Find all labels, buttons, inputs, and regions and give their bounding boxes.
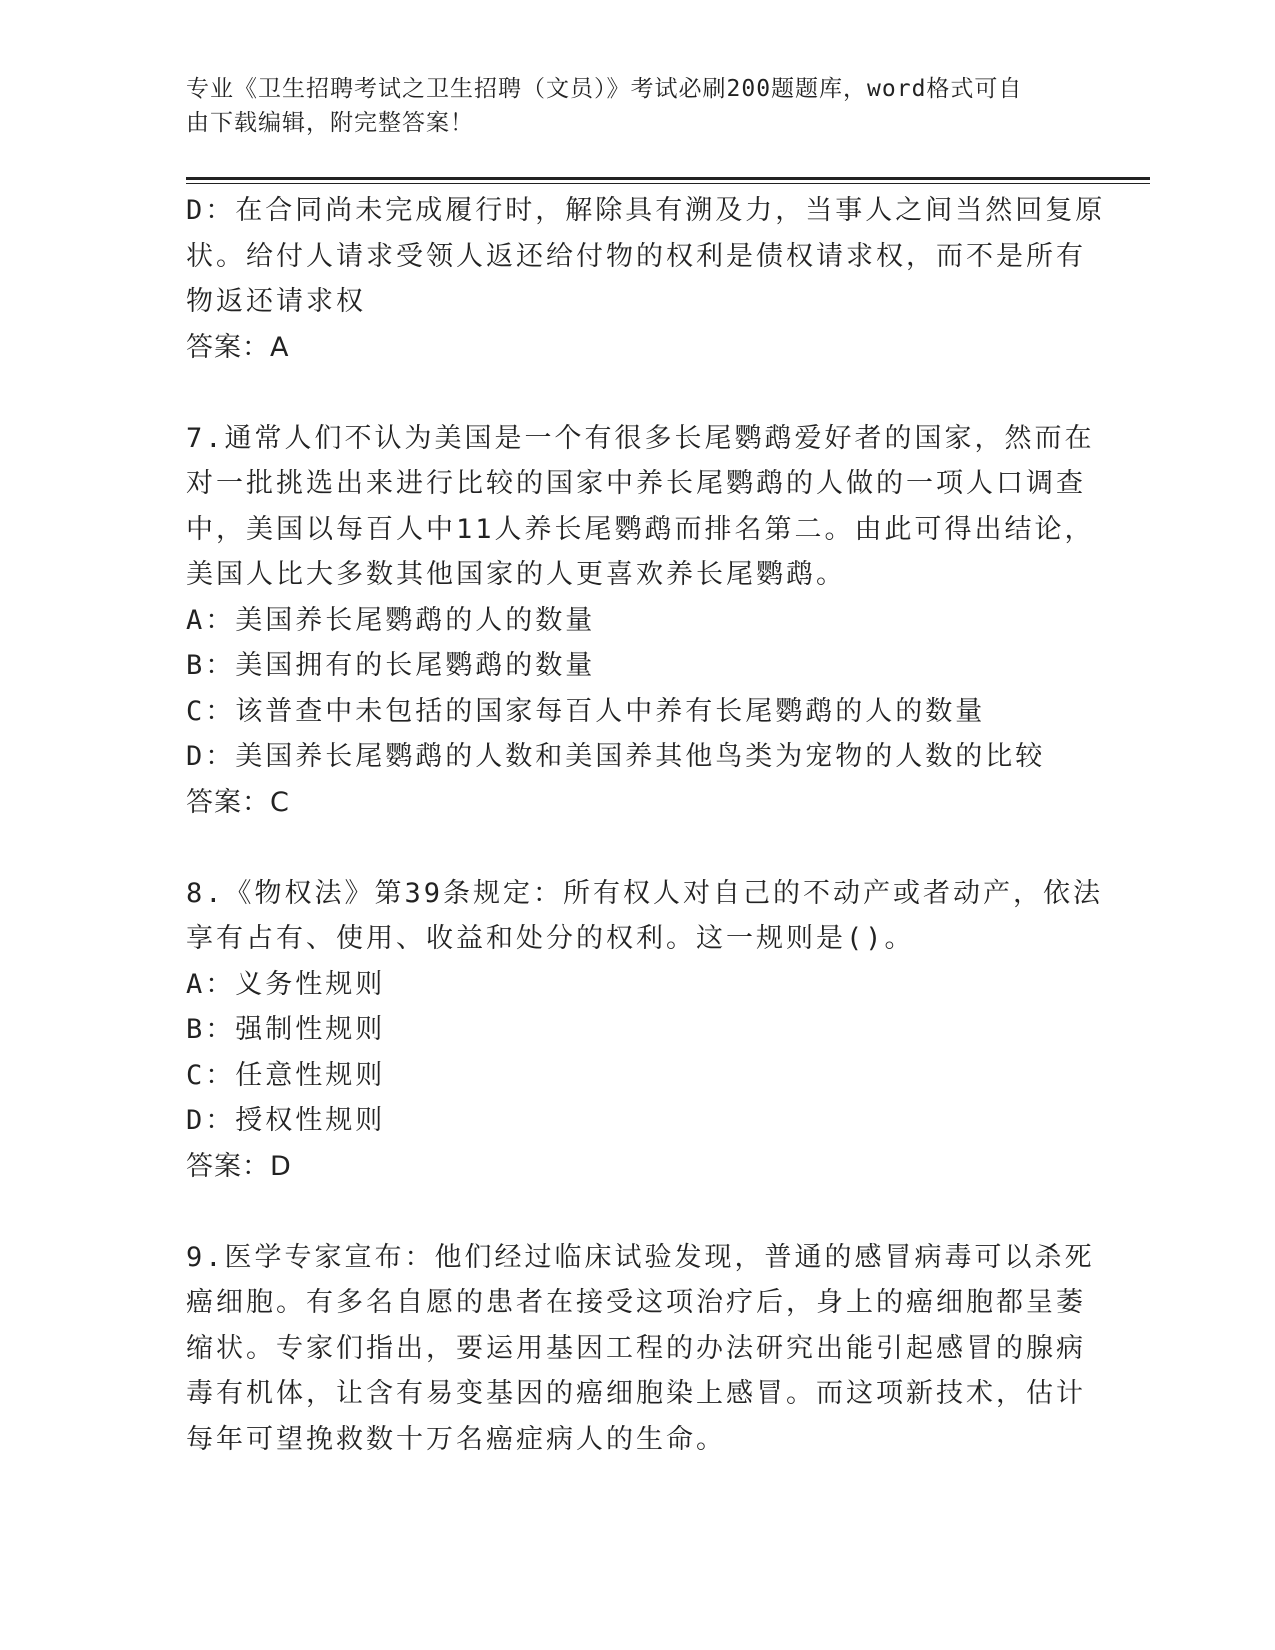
option-d: D：授权性规则 — [186, 1105, 386, 1136]
question-stem-line: 对一批挑选出来进行比较的国家中养长尾鹦鹉的人做的一项人口调查 — [186, 468, 1086, 499]
question-stem-line: 癌细胞。有多名自愿的患者在接受这项治疗后，身上的癌细胞都呈萎 — [186, 1287, 1086, 1318]
question-stem-line: 9.医学专家宣布：他们经过临床试验发现，普通的感冒病毒可以杀死 — [186, 1241, 1095, 1273]
document-body — [186, 188, 1106, 1462]
option-d: D：美国养长尾鹦鹉的人数和美国养其他鸟类为宠物的人数的比较 — [186, 741, 1046, 772]
question-spacer — [186, 370, 1086, 416]
option-c: C：该普查中未包括的国家每百人中养有长尾鹦鹉的人的数量 — [186, 695, 986, 727]
header-rule-thin — [186, 183, 1150, 184]
question-stem-line: 毒有机体，让含有易变基因的癌细胞染上感冒。而这项新技术，估计 — [186, 1378, 1086, 1409]
header-line-2: 由下载编辑，附完整答案！ — [186, 110, 474, 136]
question-stem-line: 7.通常人们不认为美国是一个有很多长尾鹦鹉爱好者的国家，然而在 — [186, 422, 1095, 454]
header-line-1: 专业《卫生招聘考试之卫生招聘（文员）》考试必刷200题题库，word格式可自 — [186, 76, 1023, 102]
option-d-line: D：在合同尚未完成履行时，解除具有溯及力，当事人之间当然回复原 — [186, 195, 1106, 226]
question-8 — [186, 871, 1104, 1190]
option-d-line: 状。给付人请求受领人返还给付物的权利是债权请求权，而不是所有 — [186, 240, 1086, 272]
option-c: C：任意性规则 — [186, 1059, 386, 1091]
question-stem-line: 中，美国以每百人中11人养长尾鹦鹉而排名第二。由此可得出结论， — [186, 513, 1095, 545]
option-b: B：美国拥有的长尾鹦鹉的数量 — [186, 650, 596, 681]
question-stem-line: 每年可望挽救数十万名癌症病人的生命。 — [186, 1423, 726, 1455]
question-stem-line: 缩状。专家们指出，要运用基因工程的办法研究出能引起感冒的腺病 — [186, 1332, 1086, 1364]
option-a: A：美国养长尾鹦鹉的人的数量 — [186, 604, 596, 636]
option-d-line: 物返还请求权 — [186, 286, 366, 317]
question-spacer — [186, 1189, 1086, 1235]
header-rule-thick — [186, 177, 1150, 180]
option-b: B：强制性规则 — [186, 1014, 386, 1045]
question-stem-line: 8.《物权法》第39条规定：所有权人对自己的不动产或者动产，依法 — [186, 877, 1104, 909]
question-stem-line: 享有占有、使用、收益和处分的权利。这一规则是()。 — [186, 923, 915, 954]
option-a: A：义务性规则 — [186, 968, 386, 1000]
page-header — [186, 72, 1066, 140]
question-stem-line: 美国人比大多数其他国家的人更喜欢养长尾鹦鹉。 — [186, 559, 846, 590]
question-9 — [186, 1235, 1095, 1463]
question-spacer — [186, 825, 1086, 871]
answer-line: 答案：A — [186, 331, 290, 363]
answer-line: 答案：C — [186, 786, 290, 818]
question-7 — [186, 416, 1095, 826]
answer-line: 答案：D — [186, 1150, 292, 1182]
question-6-tail — [186, 188, 1106, 370]
